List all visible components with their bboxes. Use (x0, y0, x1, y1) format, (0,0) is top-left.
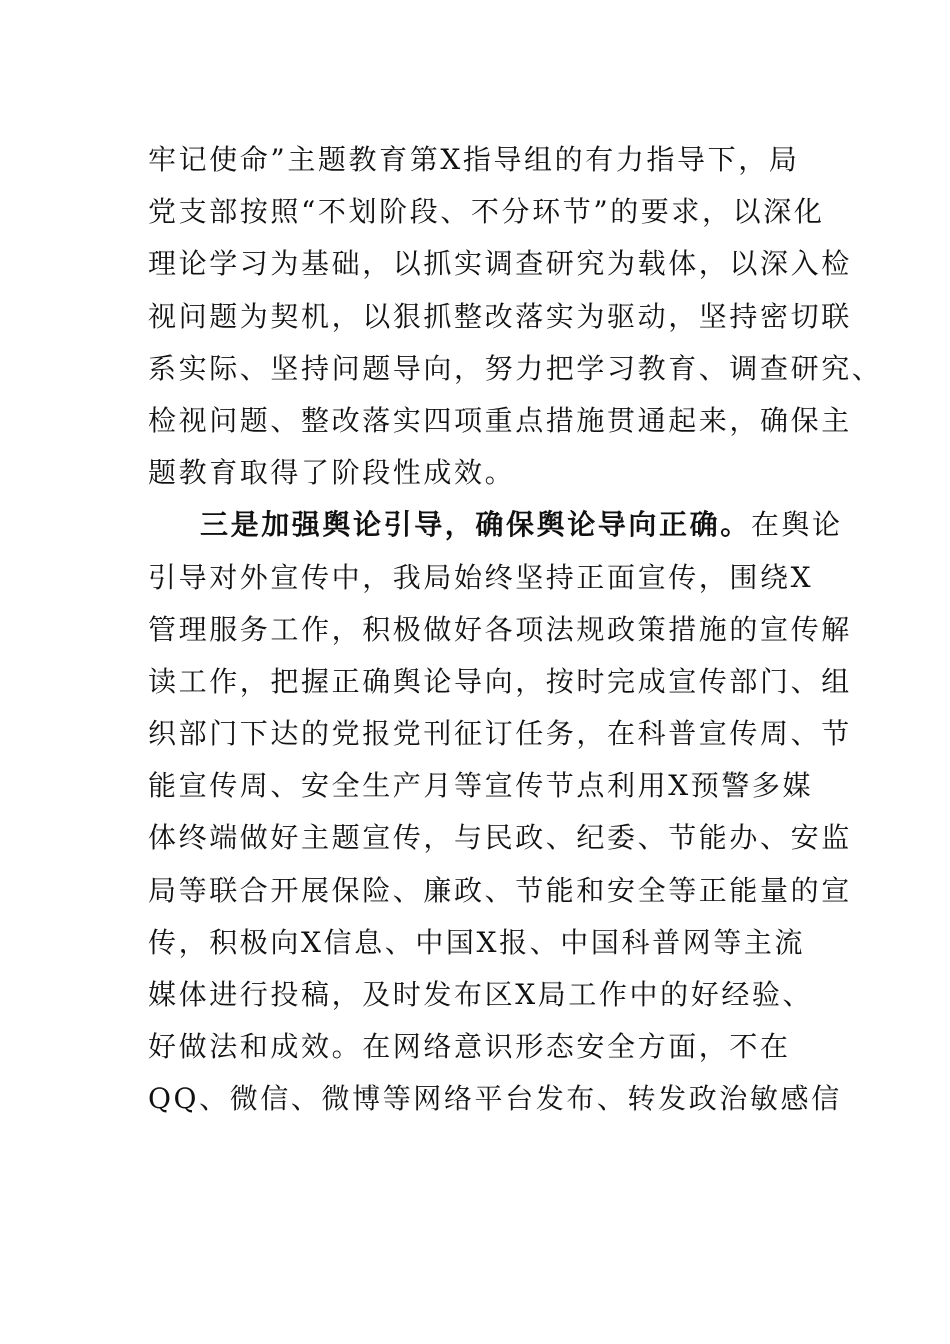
text-line: 系实际、坚持问题导向，努力把学习教育、调查研究、 (148, 351, 883, 385)
text-line: 体终端做好主题宣传，与民政、纪委、节能办、安监 (148, 821, 852, 855)
text-line: QQ、微信、微博等网络平台发布、转发政治敏感信 (148, 1082, 842, 1116)
text-line: 局等联合开展保险、廉政、节能和安全等正能量的宣 (148, 873, 852, 907)
text-line: 管理服务工作，积极做好各项法规政策措施的宣传解 (148, 612, 852, 646)
paragraph-1 (148, 134, 883, 499)
text-line: 好做法和成效。在网络意识形态安全方面，不在 (148, 1030, 791, 1064)
paragraph-heading: 三是加强舆论引导，确保舆论导向正确。 (200, 508, 751, 542)
paragraph-lead-line (148, 499, 848, 551)
text-line: 党支部按照“不划阶段、不分环节”的要求，以深化 (148, 195, 825, 229)
text-line: 能宣传周、安全生产月等宣传节点利用X预警多媒 (148, 769, 814, 803)
text-line: 理论学习为基础，以抓实调查研究为载体，以深入检 (148, 247, 852, 281)
text-line: 牢记使命”主题教育第X指导组的有力指导下，局 (148, 143, 800, 176)
paragraph-2 (148, 499, 852, 1125)
text-line: 题教育取得了阶段性成效。 (148, 456, 516, 490)
text-line: 传，积极向X信息、中国X报、中国科普网等主流 (148, 925, 806, 959)
text-line: 视问题为契机，以狠抓整改落实为驱动，坚持密切联 (148, 299, 852, 333)
text-line: 读工作，把握正确舆论导向，按时完成宣传部门、组 (148, 664, 852, 698)
body-text (148, 134, 883, 1126)
text-line: 检视问题、整改落实四项重点措施贯通起来，确保主 (148, 403, 852, 437)
text-line: 引导对外宣传中，我局始终坚持正面宣传，围绕X (148, 560, 814, 594)
text-line: 织部门下达的党报党刊征订任务，在科普宣传周、节 (148, 717, 852, 751)
text-line: 媒体进行投稿，及时发布区X局工作中的好经验、 (148, 978, 814, 1011)
paragraph-lead-rest: 在舆论 (750, 508, 843, 542)
